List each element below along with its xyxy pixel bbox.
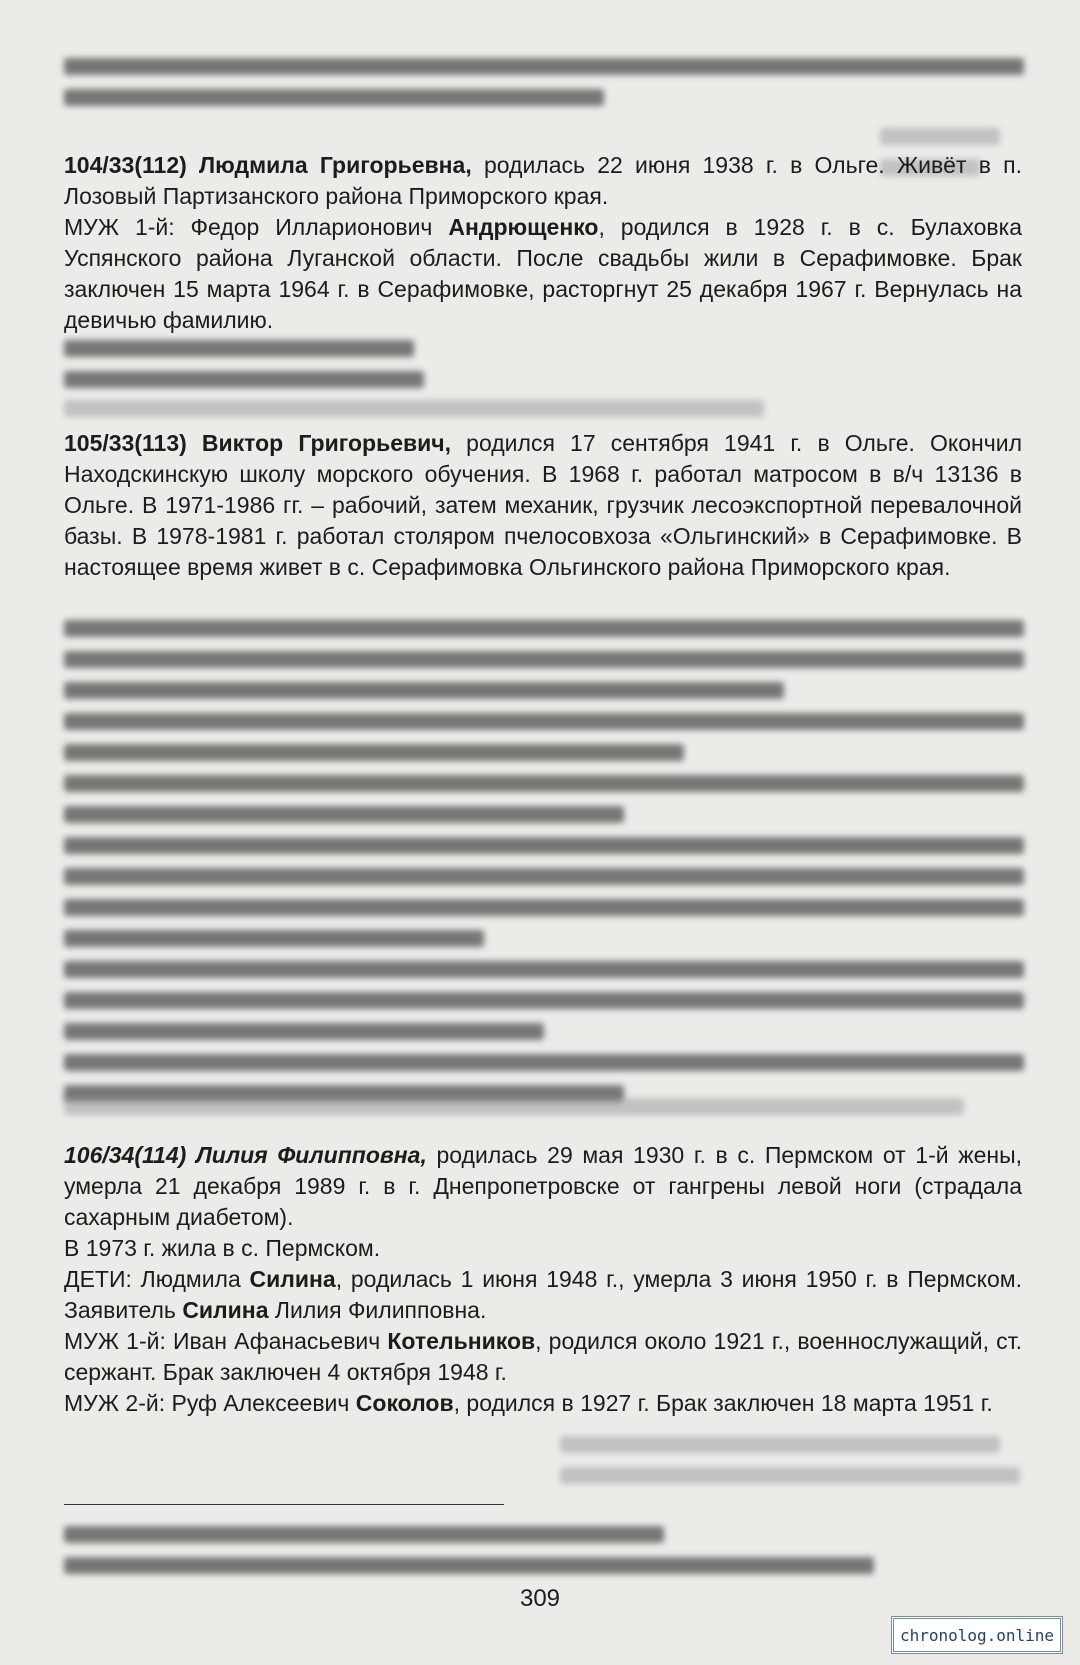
entry-106-para-3: ДЕТИ: Людмила Силина, родилась 1 июня 1948 г., умерла 3 июня 1950 г. в Пермском. Заявитель Силина Лилия Филипповна. [64,1266,1022,1323]
entry-106-para-1: 106/34(114) Лилия Филипповна, родилась 29 мая 1930 г. в с. Пермском от 1-й жены, умерла 21 декабря 1989 г. в г. Днепропетровске от гангрены левой ноги (страдала сахарным диабетом). [64,1142,1023,1230]
entry-106-para-2: В 1973 г. жила в с. Пермском. [64,1235,381,1261]
blurred-bleed-bottom [560,1436,1020,1498]
blurred-bleed-left [64,400,1024,431]
entry-104 [64,150,1022,336]
footnote-rule [64,1504,504,1505]
entry-106 [64,1140,1022,1419]
page-number: 309 [519,1585,561,1612]
entry-105 [64,428,1022,583]
entry-106-para-5: МУЖ 2-й: Руф Алексеевич Соколов, родился в 1927 г. Брак заключен 18 марта 1951 г. [64,1390,993,1416]
entry-105-para-1: 105/33(113) Виктор Григорьевич, родился 17 сентября 1941 г. в Ольге. Окончил Находскинскую школу морского обучения. В 1968 г. работал матросом в в/ч 13136 в Ольге. В 1971-1986 гг. – рабочий, затем механик, грузчик лесоэкспортной перевалочной базы. В 1978-1981 г. работал столяром пчелосовхоза «Ольгинский» в Серафимовке. В настоящее время живет в с. Серафимовка Ольгинского района Приморского края. [64,430,1022,580]
blurred-text-after-104 [64,340,464,402]
blurred-footnotes [64,1526,884,1588]
blurred-bleed-mid [64,1098,1024,1129]
entry-104-para-2: МУЖ 1-й: Федор Илларионович Андрющенко, родился в 1928 г. в с. Булаховка Успянского района Луганской области. После свадьбы жили в Серафимовке. Брак заключен 15 марта 1964 г. в Серафимовке, расторгнут 25 декабря 1967 г. Вернулась на девичью фамилию. [64,214,1022,333]
entry-104-para-1: 104/33(112) Людмила Григорьевна, родилась 22 июня 1938 г. в Ольге. Живёт в п. Лозовый Партизанского района Приморского края. [64,152,1022,209]
entry-106-para-4: МУЖ 1-й: Иван Афанасьевич Котельников, родился около 1921 г., военнослужащий, ст. сержант. Брак заключен 4 октября 1948 г. [64,1328,1022,1385]
watermark-badge: chronolog.online [891,1616,1063,1654]
blurred-text-middle [64,620,1024,1116]
blurred-text-top [64,58,1024,120]
